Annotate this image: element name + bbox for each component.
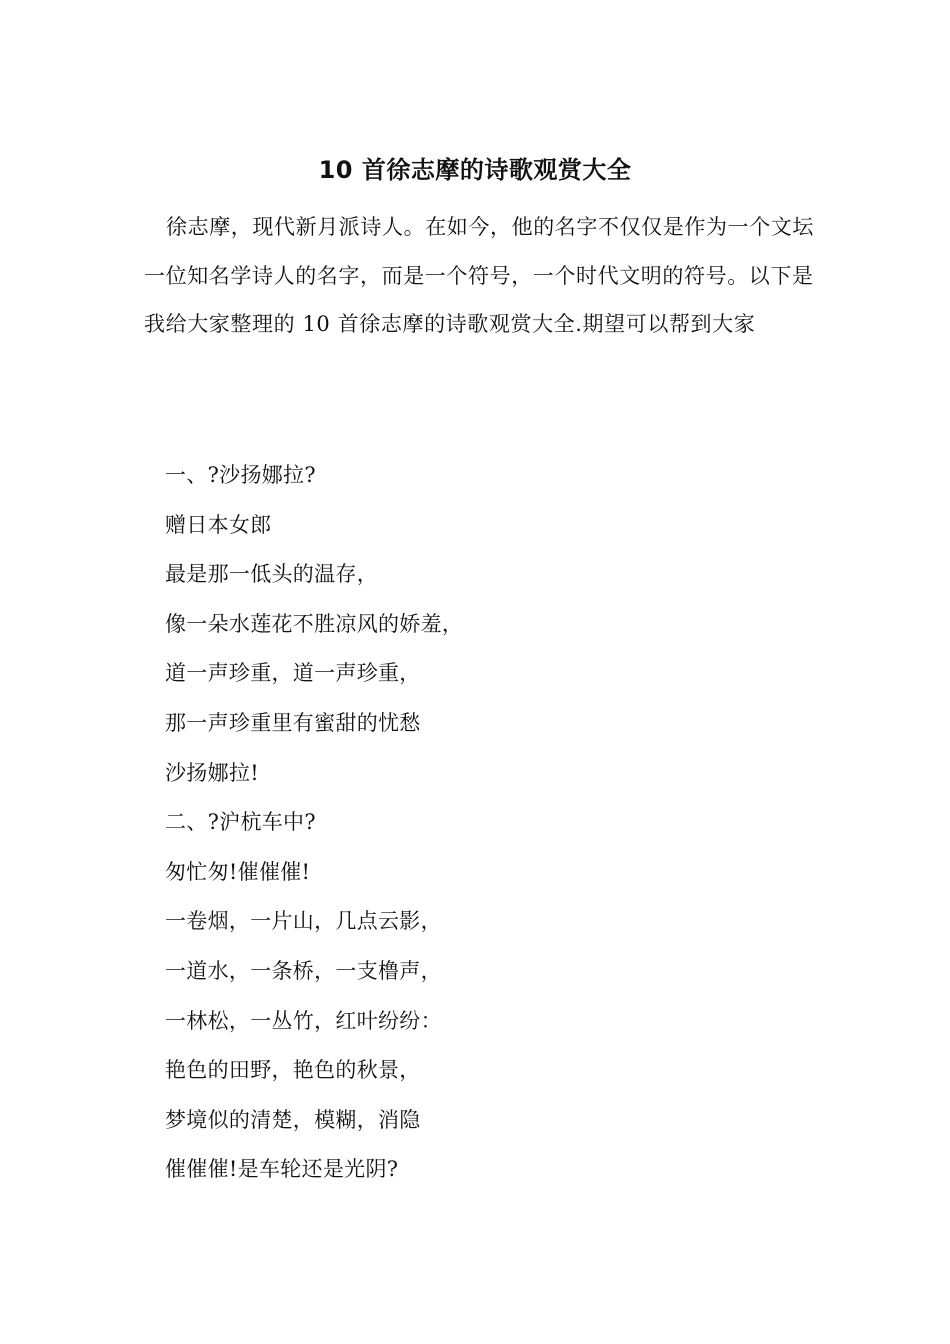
poem-line: 一道水，一条桥，一支橹声， bbox=[165, 958, 442, 983]
poem-line: 一林松，一丛竹，红叶纷纷： bbox=[165, 1008, 442, 1033]
document-title: 10 首徐志摩的诗歌观赏大全 bbox=[318, 156, 632, 184]
poem-line: 沙扬娜拉! bbox=[165, 760, 259, 785]
poem-line: 最是那一低头的温存， bbox=[165, 562, 378, 587]
intro-paragraph: 徐志摩，现代新月派诗人。在如今，他的名字不仅仅是作为一个文坛一位知名学诗人的名字，而是一个符号，一个时代文明的符号。以下是我给大家整理的 10 首徐志摩的诗歌观赏大全.期望可以帮到大家 bbox=[144, 215, 814, 336]
poem-heading-1: 一、?沙扬娜拉? bbox=[165, 463, 316, 487]
poem-line: 催催催!是车轮还是光阴? bbox=[165, 1157, 399, 1182]
poem-line: 艳色的田野，艳色的秋景， bbox=[165, 1058, 421, 1083]
poem-lines bbox=[165, 451, 805, 1195]
poem-line: 一卷烟，一片山，几点云影， bbox=[165, 909, 442, 934]
poem-line: 梦境似的清楚，模糊，消隐 bbox=[165, 1107, 421, 1132]
poem-line: 赠日本女郎 bbox=[165, 512, 272, 537]
poem-line: 那一声珍重里有蜜甜的忧愁 bbox=[165, 710, 421, 735]
poem-line: 像一朵水莲花不胜凉风的娇羞， bbox=[165, 611, 464, 636]
poem-heading-2: 二、?沪杭车中? bbox=[165, 810, 316, 835]
poem-line: 道一声珍重，道一声珍重， bbox=[165, 661, 421, 686]
poem-line: 匆忙匆!催催催! bbox=[165, 859, 311, 884]
